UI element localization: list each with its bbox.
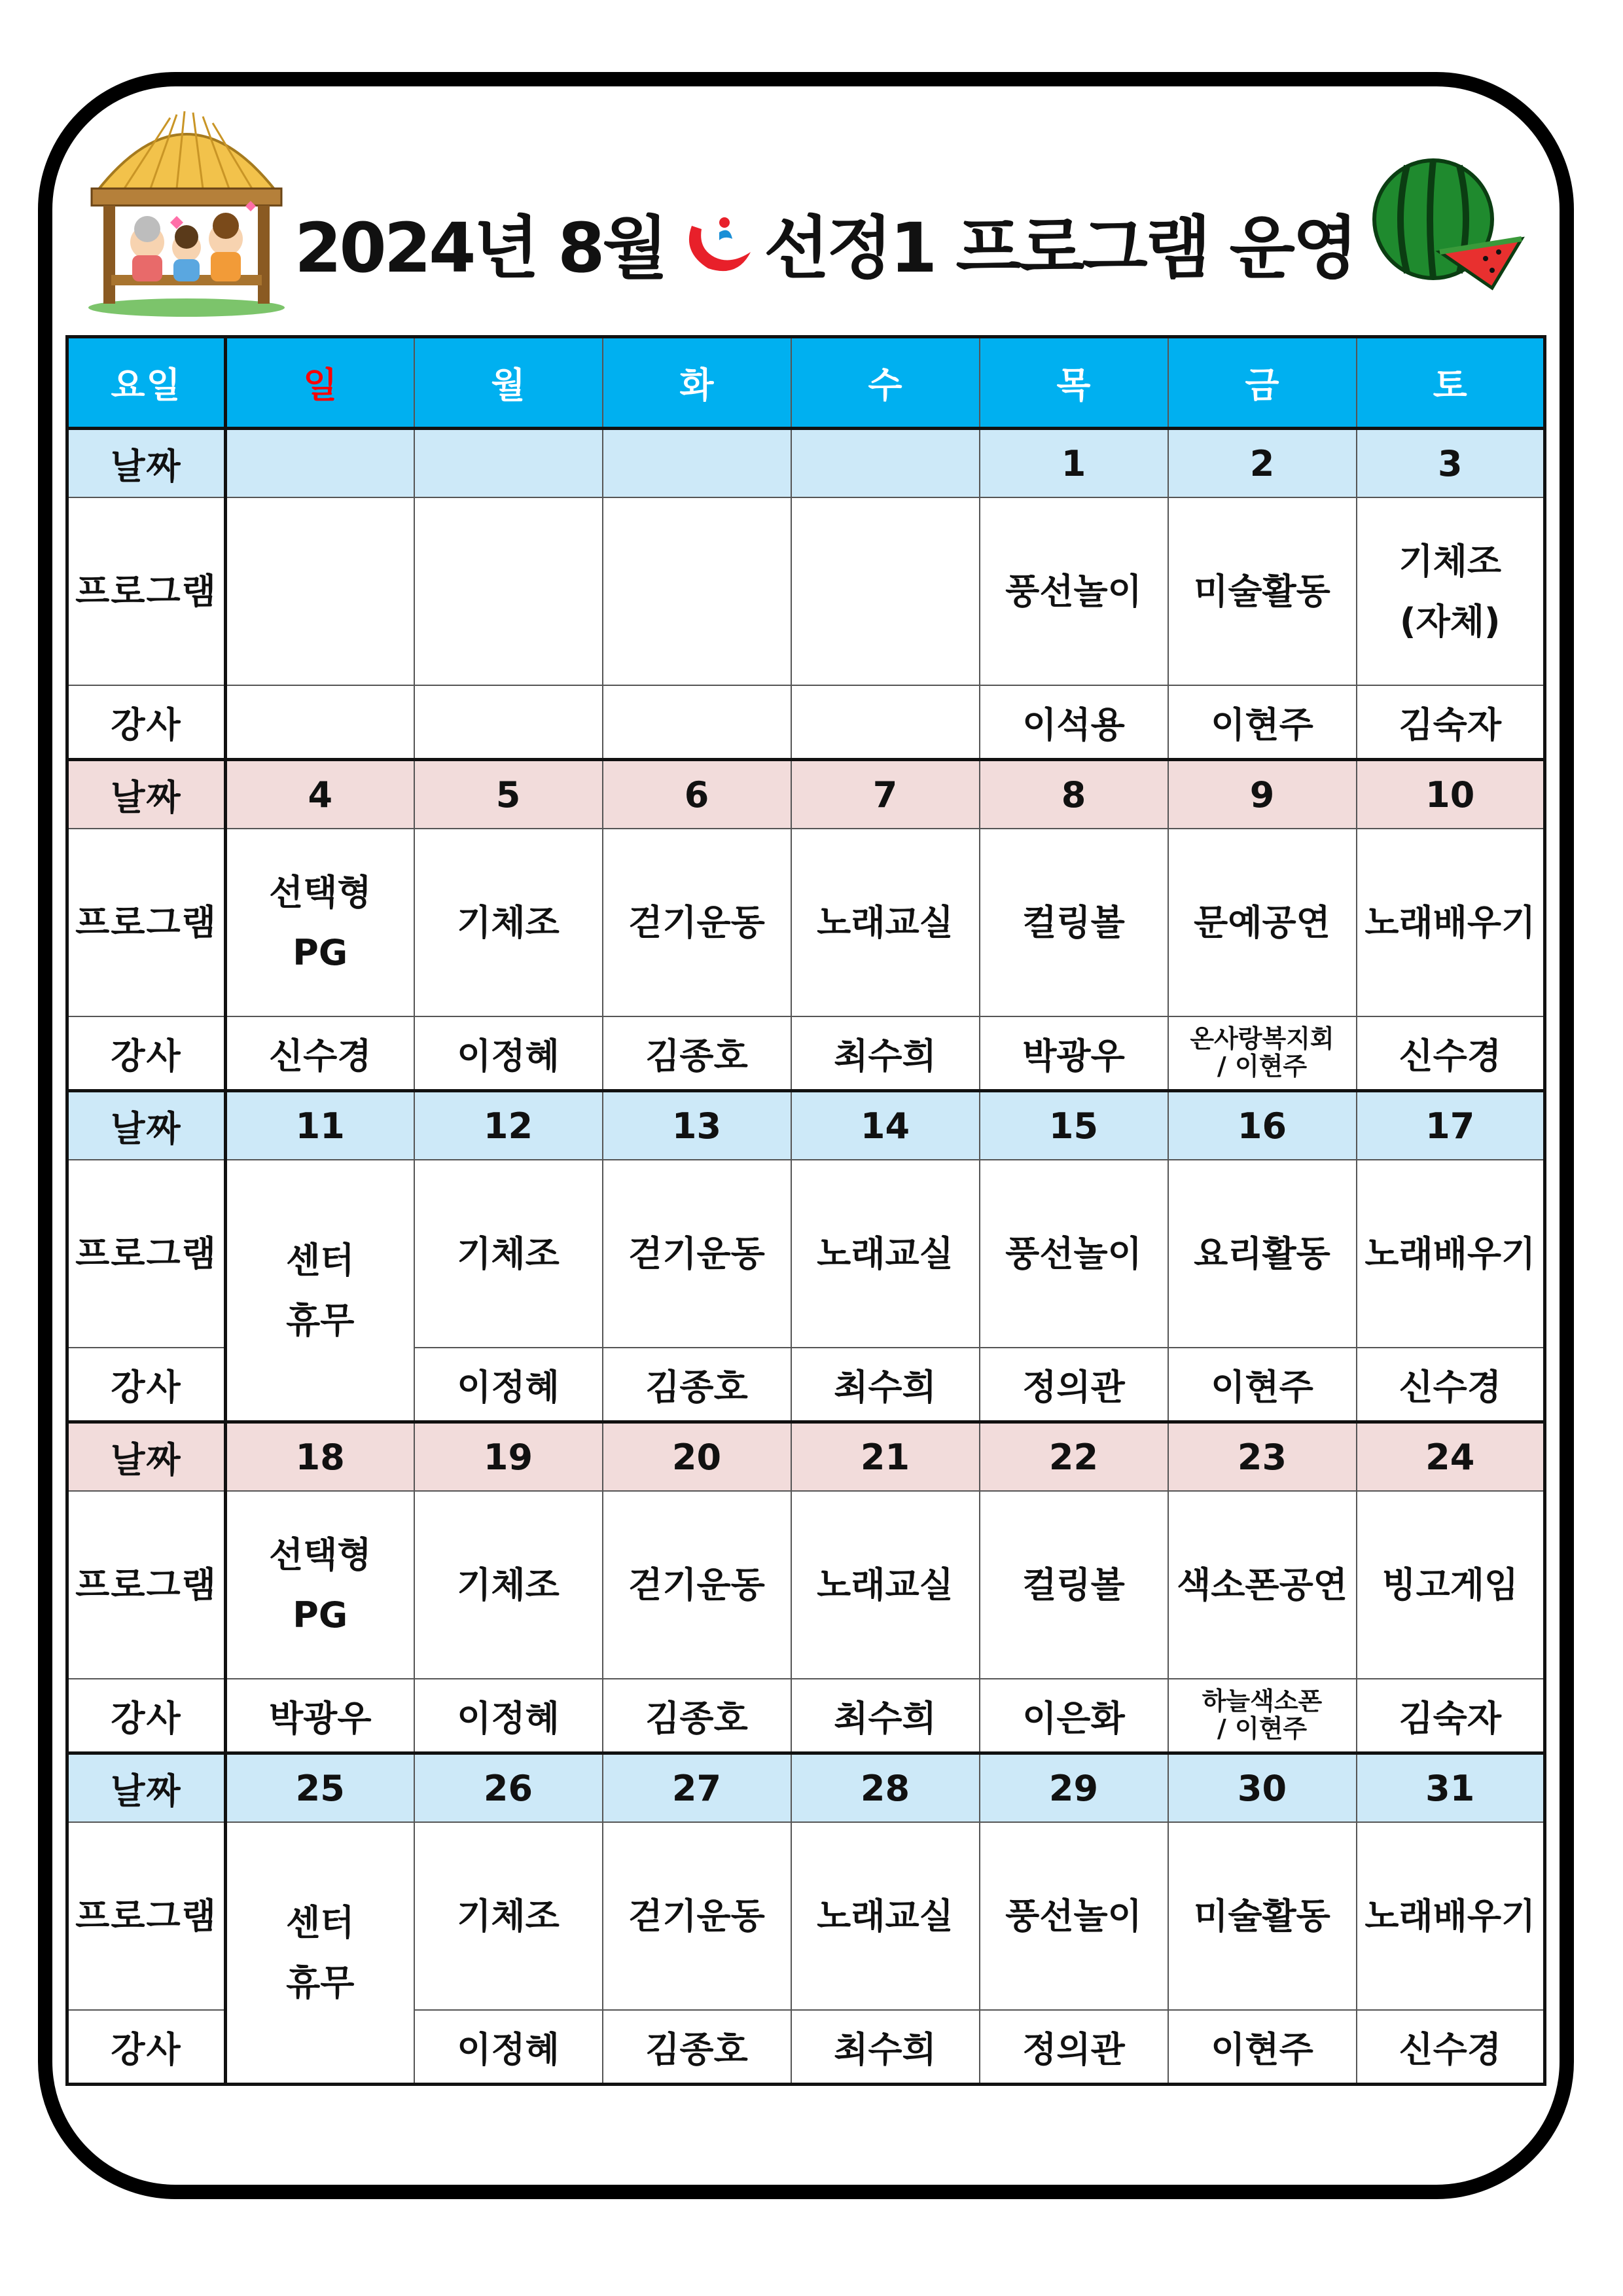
- row-label-program: 프로그램: [67, 497, 226, 685]
- instructor-cell: 온사랑복지회 / 이현주: [1168, 1016, 1357, 1091]
- instructor-cell: 이현주: [1168, 1348, 1357, 1422]
- instructor-cell: 이석용: [980, 685, 1168, 760]
- program-cell: 풍선놀이: [980, 1822, 1168, 2010]
- program-cell: [226, 497, 414, 685]
- program-cell: 걷기운동: [603, 1822, 791, 2010]
- row-label-program: 프로그램: [67, 1160, 226, 1348]
- program-cell: 걷기운동: [603, 1491, 791, 1679]
- row-label-date: 날짜: [67, 1422, 226, 1492]
- date-cell: 19: [414, 1422, 603, 1492]
- title-program: 선정1 프로그램 운영: [763, 208, 1356, 288]
- date-cell: 29: [980, 1753, 1168, 1823]
- date-cell: 9: [1168, 760, 1357, 829]
- program-cell: 빙고게임: [1357, 1491, 1545, 1679]
- instructor-cell: 최수희: [791, 1679, 980, 1753]
- instructor-cell: 김종호: [603, 1016, 791, 1091]
- instructor-cell: [414, 685, 603, 760]
- date-cell: 21: [791, 1422, 980, 1492]
- instructor-cell: 김종호: [603, 1348, 791, 1422]
- program-cell: 기체조: [414, 829, 603, 1016]
- program-cell: 풍선놀이: [980, 1160, 1168, 1348]
- instructor-cell: 최수희: [791, 1348, 980, 1422]
- program-cell: 기체조 (자체): [1357, 497, 1545, 685]
- header-label: 요일: [67, 337, 226, 429]
- instructor-cell: [226, 685, 414, 760]
- date-cell: 6: [603, 760, 791, 829]
- instructor-cell: 이정혜: [414, 1016, 603, 1091]
- instructor-cell: 최수희: [791, 1016, 980, 1091]
- program-cell: [603, 497, 791, 685]
- instructor-cell: 이정혜: [414, 2010, 603, 2085]
- program-cell: 걷기운동: [603, 1160, 791, 1348]
- instructor-cell: 신수경: [1357, 2010, 1545, 2085]
- date-cell: 23: [1168, 1422, 1357, 1492]
- page-title: [294, 196, 1355, 288]
- date-cell: [791, 429, 980, 498]
- program-cell: 노래교실: [791, 1491, 980, 1679]
- date-cell: 26: [414, 1753, 603, 1823]
- row-label-instructor: 강사: [67, 1679, 226, 1753]
- row-label-date: 날짜: [67, 1753, 226, 1823]
- row-label-program: 프로그램: [67, 829, 226, 1016]
- instructor-cell: 김종호: [603, 2010, 791, 2085]
- title-year-month: 2024년 8월: [294, 208, 666, 288]
- date-cell: [414, 429, 603, 498]
- row-label-date: 날짜: [67, 760, 226, 829]
- center-closed-cell: 센터 휴무: [226, 1160, 414, 1422]
- program-cell: 노래배우기: [1357, 829, 1545, 1016]
- instructor-cell: [603, 685, 791, 760]
- date-cell: 3: [1357, 429, 1545, 498]
- row-label-date: 날짜: [67, 429, 226, 498]
- date-cell: 18: [226, 1422, 414, 1492]
- watermelon-icon: [1368, 154, 1525, 298]
- date-cell: 16: [1168, 1091, 1357, 1160]
- program-cell: 요리활동: [1168, 1160, 1357, 1348]
- instructor-cell: 박광우: [980, 1016, 1168, 1091]
- program-cell: 노래교실: [791, 1160, 980, 1348]
- date-cell: 24: [1357, 1422, 1545, 1492]
- date-cell: 15: [980, 1091, 1168, 1160]
- instructor-cell: 이정혜: [414, 1679, 603, 1753]
- program-cell: 미술활동: [1168, 497, 1357, 685]
- date-cell: [226, 429, 414, 498]
- row-label-program: 프로그램: [67, 1491, 226, 1679]
- row-label-instructor: 강사: [67, 685, 226, 760]
- instructor-cell: 박광우: [226, 1679, 414, 1753]
- header-day: 수: [791, 337, 980, 429]
- instructor-cell: 김숙자: [1357, 1679, 1545, 1753]
- instructor-cell: 이현주: [1168, 685, 1357, 760]
- header-day: 금: [1168, 337, 1357, 429]
- program-cell: 선택형 PG: [226, 1491, 414, 1679]
- instructor-cell: [791, 685, 980, 760]
- instructor-cell: 정의관: [980, 2010, 1168, 2085]
- date-cell: [603, 429, 791, 498]
- program-cell: 선택형 PG: [226, 829, 414, 1016]
- header-day: 토: [1357, 337, 1545, 429]
- row-label-instructor: 강사: [67, 1016, 226, 1091]
- program-cell: 기체조: [414, 1822, 603, 2010]
- date-cell: 12: [414, 1091, 603, 1160]
- header-day: 일: [226, 337, 414, 429]
- row-label-date: 날짜: [67, 1091, 226, 1160]
- instructor-cell: 이은화: [980, 1679, 1168, 1753]
- instructor-cell: 이현주: [1168, 2010, 1357, 2085]
- program-cell: 기체조: [414, 1160, 603, 1348]
- header-day: 월: [414, 337, 603, 429]
- instructor-cell: 김숙자: [1357, 685, 1545, 760]
- date-cell: 11: [226, 1091, 414, 1160]
- date-cell: 13: [603, 1091, 791, 1160]
- date-cell: 7: [791, 760, 980, 829]
- program-cell: [414, 497, 603, 685]
- program-cell: 기체조: [414, 1491, 603, 1679]
- instructor-cell: 신수경: [1357, 1016, 1545, 1091]
- program-cell: 노래교실: [791, 829, 980, 1016]
- center-closed-cell: 센터 휴무: [226, 1822, 414, 2085]
- program-cell: 풍선놀이: [980, 497, 1168, 685]
- organization-logo-icon: [679, 206, 757, 278]
- program-cell: 색소폰공연: [1168, 1491, 1357, 1679]
- date-cell: 25: [226, 1753, 414, 1823]
- program-schedule-table: [65, 335, 1546, 2086]
- program-cell: 미술활동: [1168, 1822, 1357, 2010]
- date-cell: 28: [791, 1753, 980, 1823]
- date-cell: 20: [603, 1422, 791, 1492]
- program-cell: 문예공연: [1168, 829, 1357, 1016]
- date-cell: 10: [1357, 760, 1545, 829]
- row-label-instructor: 강사: [67, 1348, 226, 1422]
- program-cell: [791, 497, 980, 685]
- instructor-cell: 이정혜: [414, 1348, 603, 1422]
- date-cell: 8: [980, 760, 1168, 829]
- header-day: 목: [980, 337, 1168, 429]
- date-cell: 17: [1357, 1091, 1545, 1160]
- program-cell: 노래배우기: [1357, 1160, 1545, 1348]
- pavilion-family-illustration: [72, 92, 301, 321]
- instructor-cell: 신수경: [1357, 1348, 1545, 1422]
- row-label-instructor: 강사: [67, 2010, 226, 2085]
- row-label-program: 프로그램: [67, 1822, 226, 2010]
- instructor-cell: 최수희: [791, 2010, 980, 2085]
- date-cell: 22: [980, 1422, 1168, 1492]
- date-cell: 5: [414, 760, 603, 829]
- date-cell: 4: [226, 760, 414, 829]
- program-cell: 노래배우기: [1357, 1822, 1545, 2010]
- program-cell: 노래교실: [791, 1822, 980, 2010]
- program-cell: 컬링볼: [980, 829, 1168, 1016]
- instructor-cell: 신수경: [226, 1016, 414, 1091]
- date-cell: 31: [1357, 1753, 1545, 1823]
- instructor-cell: 하늘색소폰 / 이현주: [1168, 1679, 1357, 1753]
- program-cell: 컬링볼: [980, 1491, 1168, 1679]
- program-cell: 걷기운동: [603, 829, 791, 1016]
- date-cell: 14: [791, 1091, 980, 1160]
- instructor-cell: 김종호: [603, 1679, 791, 1753]
- date-cell: 30: [1168, 1753, 1357, 1823]
- date-cell: 27: [603, 1753, 791, 1823]
- instructor-cell: 정의관: [980, 1348, 1168, 1422]
- date-cell: 2: [1168, 429, 1357, 498]
- date-cell: 1: [980, 429, 1168, 498]
- header-day: 화: [603, 337, 791, 429]
